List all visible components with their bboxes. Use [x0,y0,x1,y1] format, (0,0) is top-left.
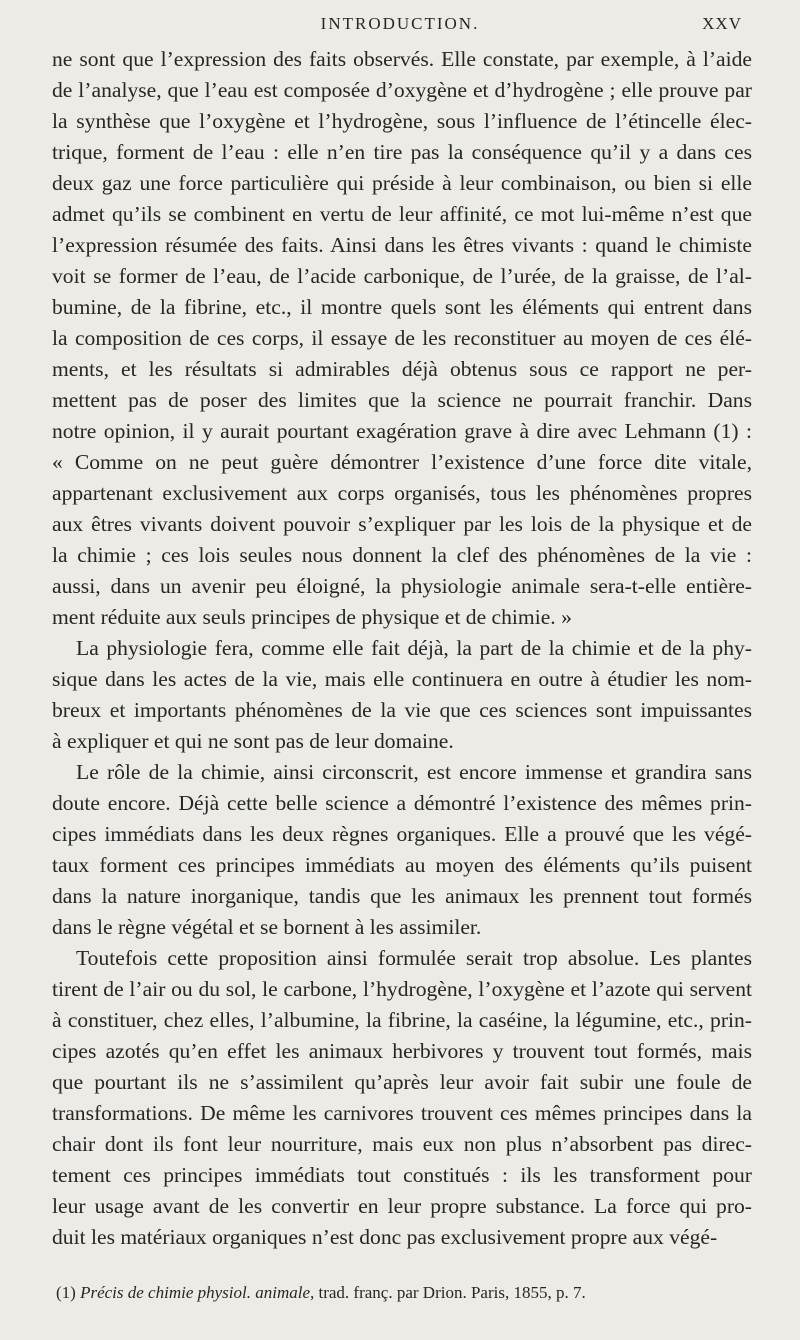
text-line: admet qu’ils se combinent en vertu de leur affinité, ce mot lui-même n’est que [52,202,752,226]
text-line: Toutefois cette proposition ainsi formulée serait trop absolue. Les plantes [76,946,752,970]
text-line: à expliquer et qui ne sont pas de leur domaine. [52,729,454,753]
text-line: Le rôle de la chimie, ainsi circonscrit, est encore immense et grandira sans [76,760,752,784]
text-line: chair dont ils font leur nourriture, mais eux non plus n’absorbent pas direc- [52,1132,752,1156]
text-line: voit se former de l’eau, de l’acide carbonique, de l’urée, de la graisse, de l’al- [52,264,752,288]
text-line: ne sont que l’expression des faits observés. Elle constate, par exemple, à l’aide [52,47,752,71]
text-line: dans la nature inorganique, tandis que les animaux les prennent tout formés [52,884,752,908]
text-line: sique dans les actes de la vie, mais elle continuera en outre à étudier les nom- [52,667,752,691]
text-line: transformations. De même les carnivores trouvent ces mêmes principes dans la [52,1101,752,1125]
text-line: tirent de l’air ou du sol, le carbone, l’hydrogène, l’oxygène et l’azote qui servent [52,977,752,1001]
text-line: ment réduite aux seuls principes de physique et de chimie. » [52,605,572,629]
text-line: leur usage avant de les convertir en leur propre substance. La force qui pro- [52,1194,752,1218]
footnote-title: Précis de chimie physiol. animale, [80,1283,315,1302]
text-line: taux forment ces principes immédiats au moyen des éléments qu’ils puisent [52,853,752,877]
text-line: de l’analyse, que l’eau est composée d’oxygène et d’hydrogène ; elle prouve par [52,78,752,102]
text-line: à constituer, chez elles, l’albumine, la fibrine, la caséine, la légumine, etc., prin- [52,1008,752,1032]
text-line: la synthèse que l’oxygène et l’hydrogène, sous l’influence de l’étincelle élec- [52,109,752,133]
running-title: INTRODUCTION. [320,14,480,33]
text-line: doute encore. Déjà cette belle science a démontré l’existence des mêmes prin- [52,791,752,815]
text-line: La physiologie fera, comme elle fait déjà, la part de la chimie et de la phy- [76,636,752,660]
text-line: l’expression résumée des faits. Ainsi dans les êtres vivants : quand le chimiste [52,233,752,257]
text-line: la chimie ; ces lois seules nous donnent la clef des phénomènes de la vie : [52,543,752,567]
page-header [0,10,800,40]
text-line: deux gaz une force particulière qui préside à leur combinaison, ou bien si elle [52,171,752,195]
footnote-marker: (1) [56,1283,76,1302]
text-line: dans le règne végétal et se bornent à les assimiler. [52,915,482,939]
text-line: aussi, dans un avenir peu éloigné, la physiologie animale sera-t-elle entière- [52,574,752,598]
text-line: la composition de ces corps, il essaye de les reconstituer au moyen de ces élé- [52,326,752,350]
text-line: « Comme on ne peut guère démontrer l’existence d’une force dite vitale, [52,450,752,474]
text-line: bumine, de la fibrine, etc., il montre quels sont les éléments qui entrent dans [52,295,752,319]
text-line: duit les matériaux organiques n’est donc pas exclusivement propre aux végé- [52,1225,718,1249]
text-line: ments, et les résultats si admirables déjà obtenus sous ce rapport ne per- [52,357,752,381]
text-line: appartenant exclusivement aux corps organisés, tous les phénomènes propres [52,481,752,505]
text-line: notre opinion, il y aurait pourtant exagération grave à dire avec Lehmann (1) : [52,419,752,443]
text-line: cipes immédiats dans les deux règnes organiques. Elle a prouvé que les végé- [52,822,752,846]
text-line: mettent pas de poser des limites que la science ne pourrait franchir. Dans [52,388,752,412]
page-number: XXV [702,14,742,33]
text-line: trique, forment de l’eau : elle n’en tire pas la conséquence qu’il y a dans ces [52,140,752,164]
text-line: que pourtant ils ne s’assimilent qu’après leur avoir fait subir une foule de [52,1070,752,1094]
text-line: breux et importants phénomènes de la vie que ces sciences sont impuissantes [52,698,752,722]
text-line: cipes azotés qu’en effet les animaux herbivores y trouvent tout formés, mais [52,1039,752,1063]
text-line: aux êtres vivants doivent pouvoir s’expliquer par les lois de la physique et de [52,512,752,536]
text-line: tement ces principes immédiats tout constitués : ils les transforment pour [52,1163,752,1187]
footnote [56,1282,756,1304]
body-text [52,44,752,1253]
footnote-rest: trad. franç. par Drion. Paris, 1855, p. 7. [318,1283,586,1302]
